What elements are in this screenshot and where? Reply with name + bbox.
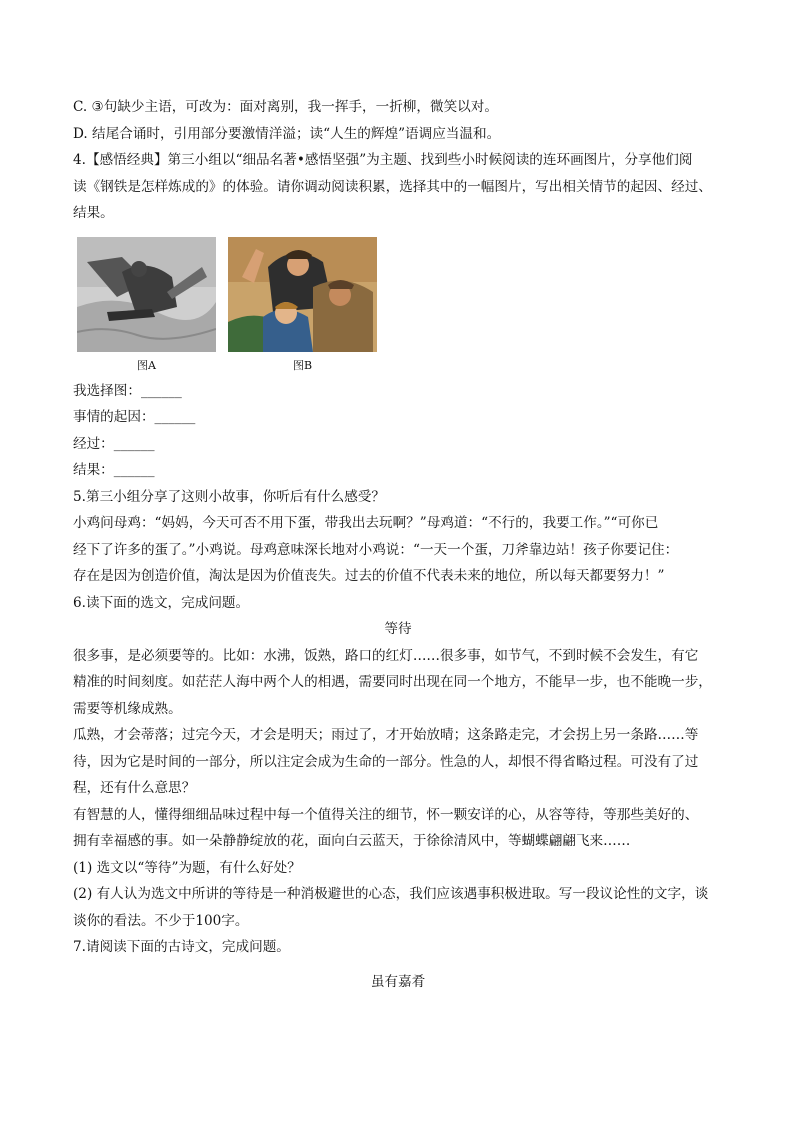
- cause-blank: 事情的起因：______: [73, 409, 196, 425]
- essay-line-3: 需要等机缘成熟。: [73, 700, 182, 717]
- result-blank: 结果：______: [73, 462, 155, 478]
- question-4-line-3: 结果。: [73, 205, 114, 221]
- document-page: [73, 94, 723, 995]
- essay-line-6: 程，还有什么意思？: [73, 780, 196, 796]
- process-blank: 经过：______: [73, 435, 155, 452]
- sub-question-2-line-1: (2) 有人认为选文中所讲的等待是一种消极避世的心态，我们应该遇事积极进取。写一段议论性的文字，谈: [73, 886, 709, 902]
- option-d: D. 结尾合诵时，引用部分要激情洋溢；读“人生的辉煌”语调应当温和。: [73, 125, 501, 142]
- figure-a-image: [77, 237, 216, 352]
- essay-title: 等待: [384, 621, 412, 637]
- sub-question-1: (1) 选文以“等待”为题，有什么好处？: [73, 859, 301, 876]
- essay-line-8: 拥有幸福感的事。如一朵静静绽放的花，面向白云蓝天，于徐徐清风中，等蝴蝶翩翩飞来……: [73, 833, 631, 849]
- essay-line-2: 精准的时间刻度。如茫茫人海中两个人的相遇，需要同时出现在同一个地方，不能早一步，也不能晚一步，: [73, 674, 712, 690]
- essay-line-4: 瓜熟，才会蒂落；过完今天，才会是明天；雨过了，才开始放晴；这条路走完，才会拐上另一条路……等: [73, 727, 699, 743]
- figure-a: [77, 237, 216, 374]
- essay-line-7: 有智慧的人，懂得细细品味过程中每一个值得关注的细节，怀一颗安详的心，从容等待，等那些美好的、: [73, 806, 699, 823]
- question-4-line-1: 4.【感悟经典】第三小组以“细品名著•感悟坚强”为主题、找到些小时候阅读的连环画图片，分享他们阅: [73, 152, 693, 168]
- poem-title: 虽有嘉肴: [370, 973, 426, 990]
- figure-b-caption: 图B: [292, 358, 313, 372]
- essay-line-1: 很多事，是必须要等的。比如：水沸，饭熟，路口的红灯……很多事，如节气，不到时候不会发生，有它: [73, 647, 699, 664]
- story-line-3: 存在是因为创造价值，淘汰是因为价值丧失。过去的价值不代表未来的地位，所以每天都要努力！”: [73, 568, 665, 584]
- question-4-line-2: 读《钢铁是怎样炼成的》的体验。请你调动阅读积累，选择其中的一幅图片，写出相关情节的起因、经过、: [73, 178, 712, 195]
- choose-figure-blank: 我选择图：______: [73, 382, 182, 399]
- story-line-2: 经下了许多的蛋了。”小鸡说。母鸡意味深长地对小鸡说：“一天一个蛋，刀斧靠边站！孩子你要记住：: [73, 541, 679, 558]
- figure-row: [77, 237, 723, 374]
- question-6: 6.读下面的选文，完成问题。: [73, 594, 250, 611]
- figure-b: [228, 237, 377, 374]
- figure-b-image: [228, 237, 377, 352]
- story-line-1: 小鸡问母鸡：“妈妈，今天可否不用下蛋，带我出去玩啊？”母鸡道：“不行的，我要工作。”“可你已: [73, 515, 659, 531]
- question-7: 7.请阅读下面的古诗文，完成问题。: [73, 939, 290, 955]
- option-c: C. ③句缺少主语，可改为：面对离别，我一挥手，一折柳，微笑以对。: [73, 99, 498, 115]
- figure-a-caption: 图A: [137, 358, 156, 372]
- sub-question-2-line-2: 谈你的看法。不少于100字。: [73, 912, 249, 929]
- essay-line-5: 待，因为它是时间的一部分，所以注定会成为生命的一部分。性急的人，却恨不得省略过程。可没有了过: [73, 753, 699, 770]
- question-5: 5.第三小组分享了这则小故事，你听后有什么感受？: [73, 488, 386, 505]
